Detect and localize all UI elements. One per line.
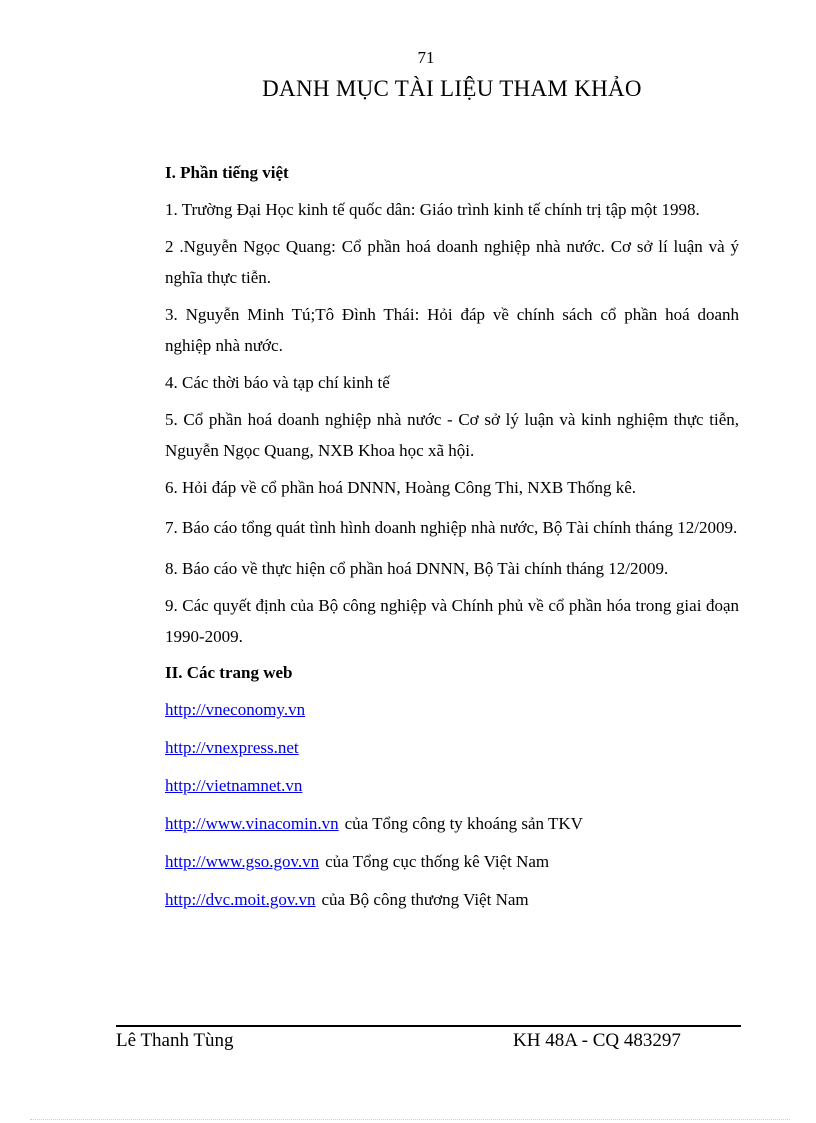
website-link[interactable]: http://www.gso.gov.vn [165,852,320,871]
reference-item: 3. Nguyễn Minh Tú;Tô Đình Thái: Hỏi đáp về chính sách cổ phần hoá doanh nghiệp nhà nước. [165,305,739,355]
section-heading-websites: II. Các trang web [165,663,293,682]
page-title: DANH MỤC TÀI LIỆU THAM KHẢO [262,76,642,101]
link-description: của Tổng cục thống kê Việt Nam [325,852,550,871]
reference-item: 7. Báo cáo tổng quát tình hình doanh nghiệp nhà nước, Bộ Tài chính tháng 12/2009. [165,518,738,537]
footer-author: Lê Thanh Tùng [116,1030,234,1051]
reference-item: 2 .Nguyễn Ngọc Quang: Cổ phần hoá doanh nghiệp nhà nước. Cơ sở lí luận và ý nghĩa thực tiễn. [165,237,739,287]
website-link[interactable]: http://vneconomy.vn [165,700,306,719]
website-link[interactable]: http://www.vinacomin.vn [165,814,339,833]
footer-divider [116,1025,741,1027]
reference-item: 5. Cổ phần hoá doanh nghiệp nhà nước - Cơ sở lý luận và kinh nghiệm thực tiễn, Nguyễn Ngọc Quang, NXB Khoa học xã hội. [165,410,739,460]
website-link[interactable]: http://vnexpress.net [165,738,299,757]
section-heading-vietnamese: I. Phần tiếng việt [165,163,289,182]
reference-item: 4. Các thời báo và tạp chí kinh tế [165,373,390,392]
page-number: 71 [417,48,435,67]
link-row [165,884,739,922]
reference-item: 1. Trường Đại Học kinh tế quốc dân: Giáo trình kinh tế chính trị tập một 1998. [165,200,700,219]
reference-item: 9. Các quyết định của Bộ công nghiệp và Chính phủ về cổ phần hóa trong giai đoạn 1990-2009. [165,596,739,646]
link-description: của Bộ công thương Việt Nam [321,890,529,909]
references-content [165,157,739,922]
reference-item: 6. Hỏi đáp về cổ phần hoá DNNN, Hoàng Công Thi, NXB Thống kê. [165,478,637,497]
reference-item: 8. Báo cáo về thực hiện cổ phần hoá DNNN, Bộ Tài chính tháng 12/2009. [165,559,669,578]
link-description: của Tổng công ty khoáng sản TKV [344,814,583,833]
link-row [165,770,739,808]
link-row [165,808,739,846]
website-link[interactable]: http://vietnamnet.vn [165,776,303,795]
footer-class-code: KH 48A - CQ 483297 [513,1030,681,1051]
page-bottom-border [30,1119,790,1120]
link-row [165,694,739,732]
link-row [165,846,739,884]
link-row [165,732,739,770]
website-links [165,694,739,922]
website-link[interactable]: http://dvc.moit.gov.vn [165,890,316,909]
